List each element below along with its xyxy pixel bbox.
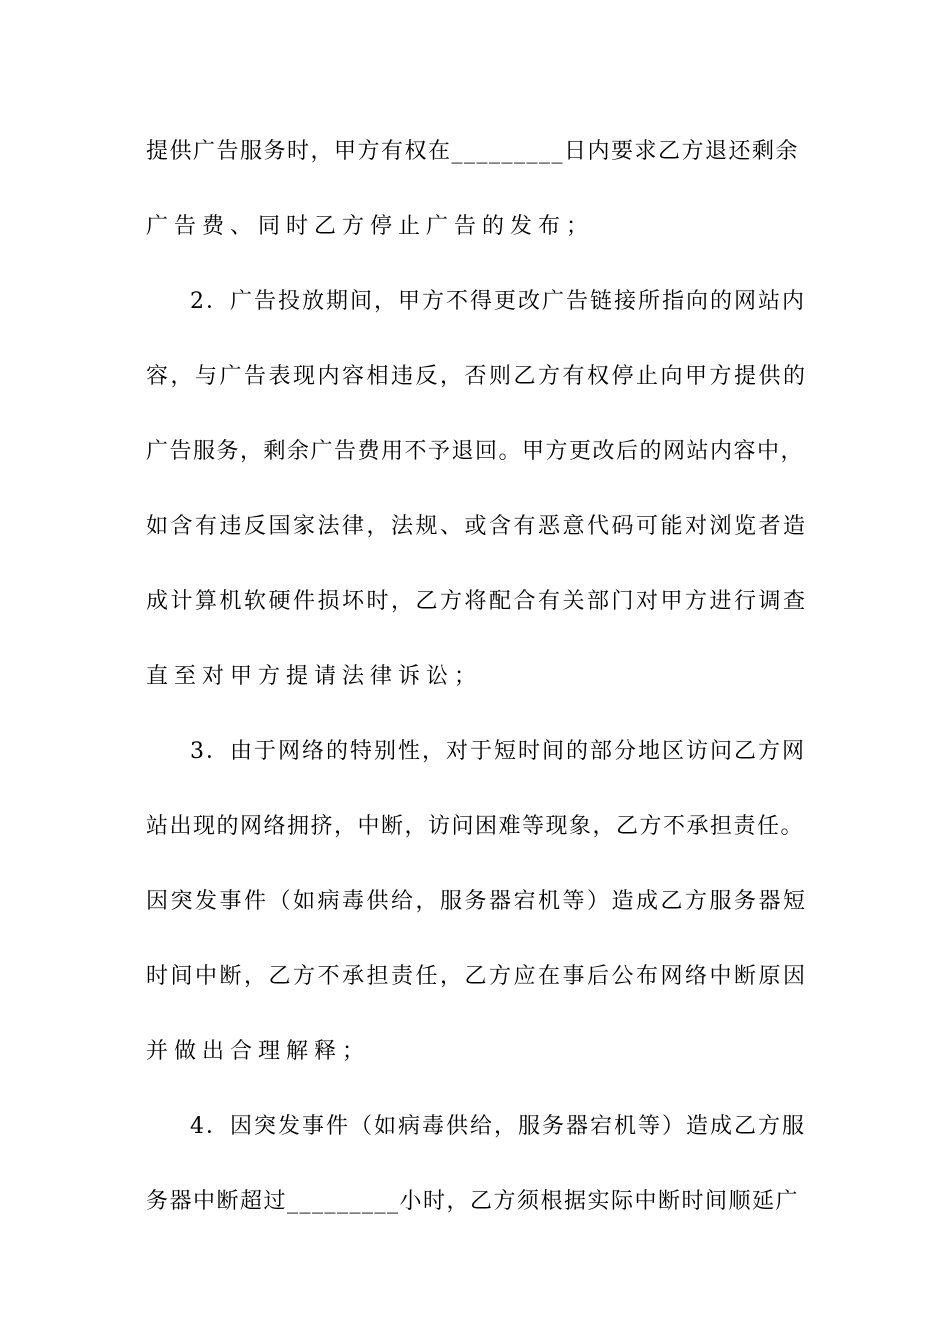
text-line-7: 成计算机软硬件损坏时，乙方将配合有关部门对甲方进行调查	[146, 589, 808, 614]
text-line-9: 3．由于网络的特别性，对于短时间的部分地区访问乙方网	[190, 739, 806, 764]
text-line-2: 广告费、同时乙方停止广告的发布；	[146, 214, 595, 239]
text-line-15: 务器中断超过_________小时，乙方须根据实际中断时间顺延广	[146, 1189, 800, 1214]
text-line-12: 时间中断，乙方不承担责任，乙方应在事后公布网络中断原因	[146, 964, 808, 989]
text-line-4: 容，与广告表现内容相违反，否则乙方有权停止向甲方提供的	[146, 364, 808, 389]
text-line-14: 4．因突发事件（如病毒供给，服务器宕机等）造成乙方服	[190, 1114, 806, 1139]
text-line-3: 2．广告投放期间，甲方不得更改广告链接所指向的网站内	[190, 289, 806, 314]
text-line-5: 广告服务，剩余广告费用不予退回。甲方更改后的网站内容中，	[146, 439, 805, 464]
text-line-1: 提供广告服务时，甲方有权在_________日内要求乙方退还剩余	[146, 139, 800, 164]
text-line-11: 因突发事件（如病毒供给，服务器宕机等）造成乙方服务器短	[146, 889, 808, 914]
text-line-6: 如含有违反国家法律，法规、或含有恶意代码可能对浏览者造	[146, 514, 808, 539]
text-line-13: 并做出合理解释；	[146, 1039, 371, 1064]
text-line-10: 站出现的网络拥挤，中断，访问困难等现象，乙方不承担责任。	[146, 814, 805, 839]
text-line-8: 直至对甲方提请法律诉讼；	[146, 664, 483, 689]
